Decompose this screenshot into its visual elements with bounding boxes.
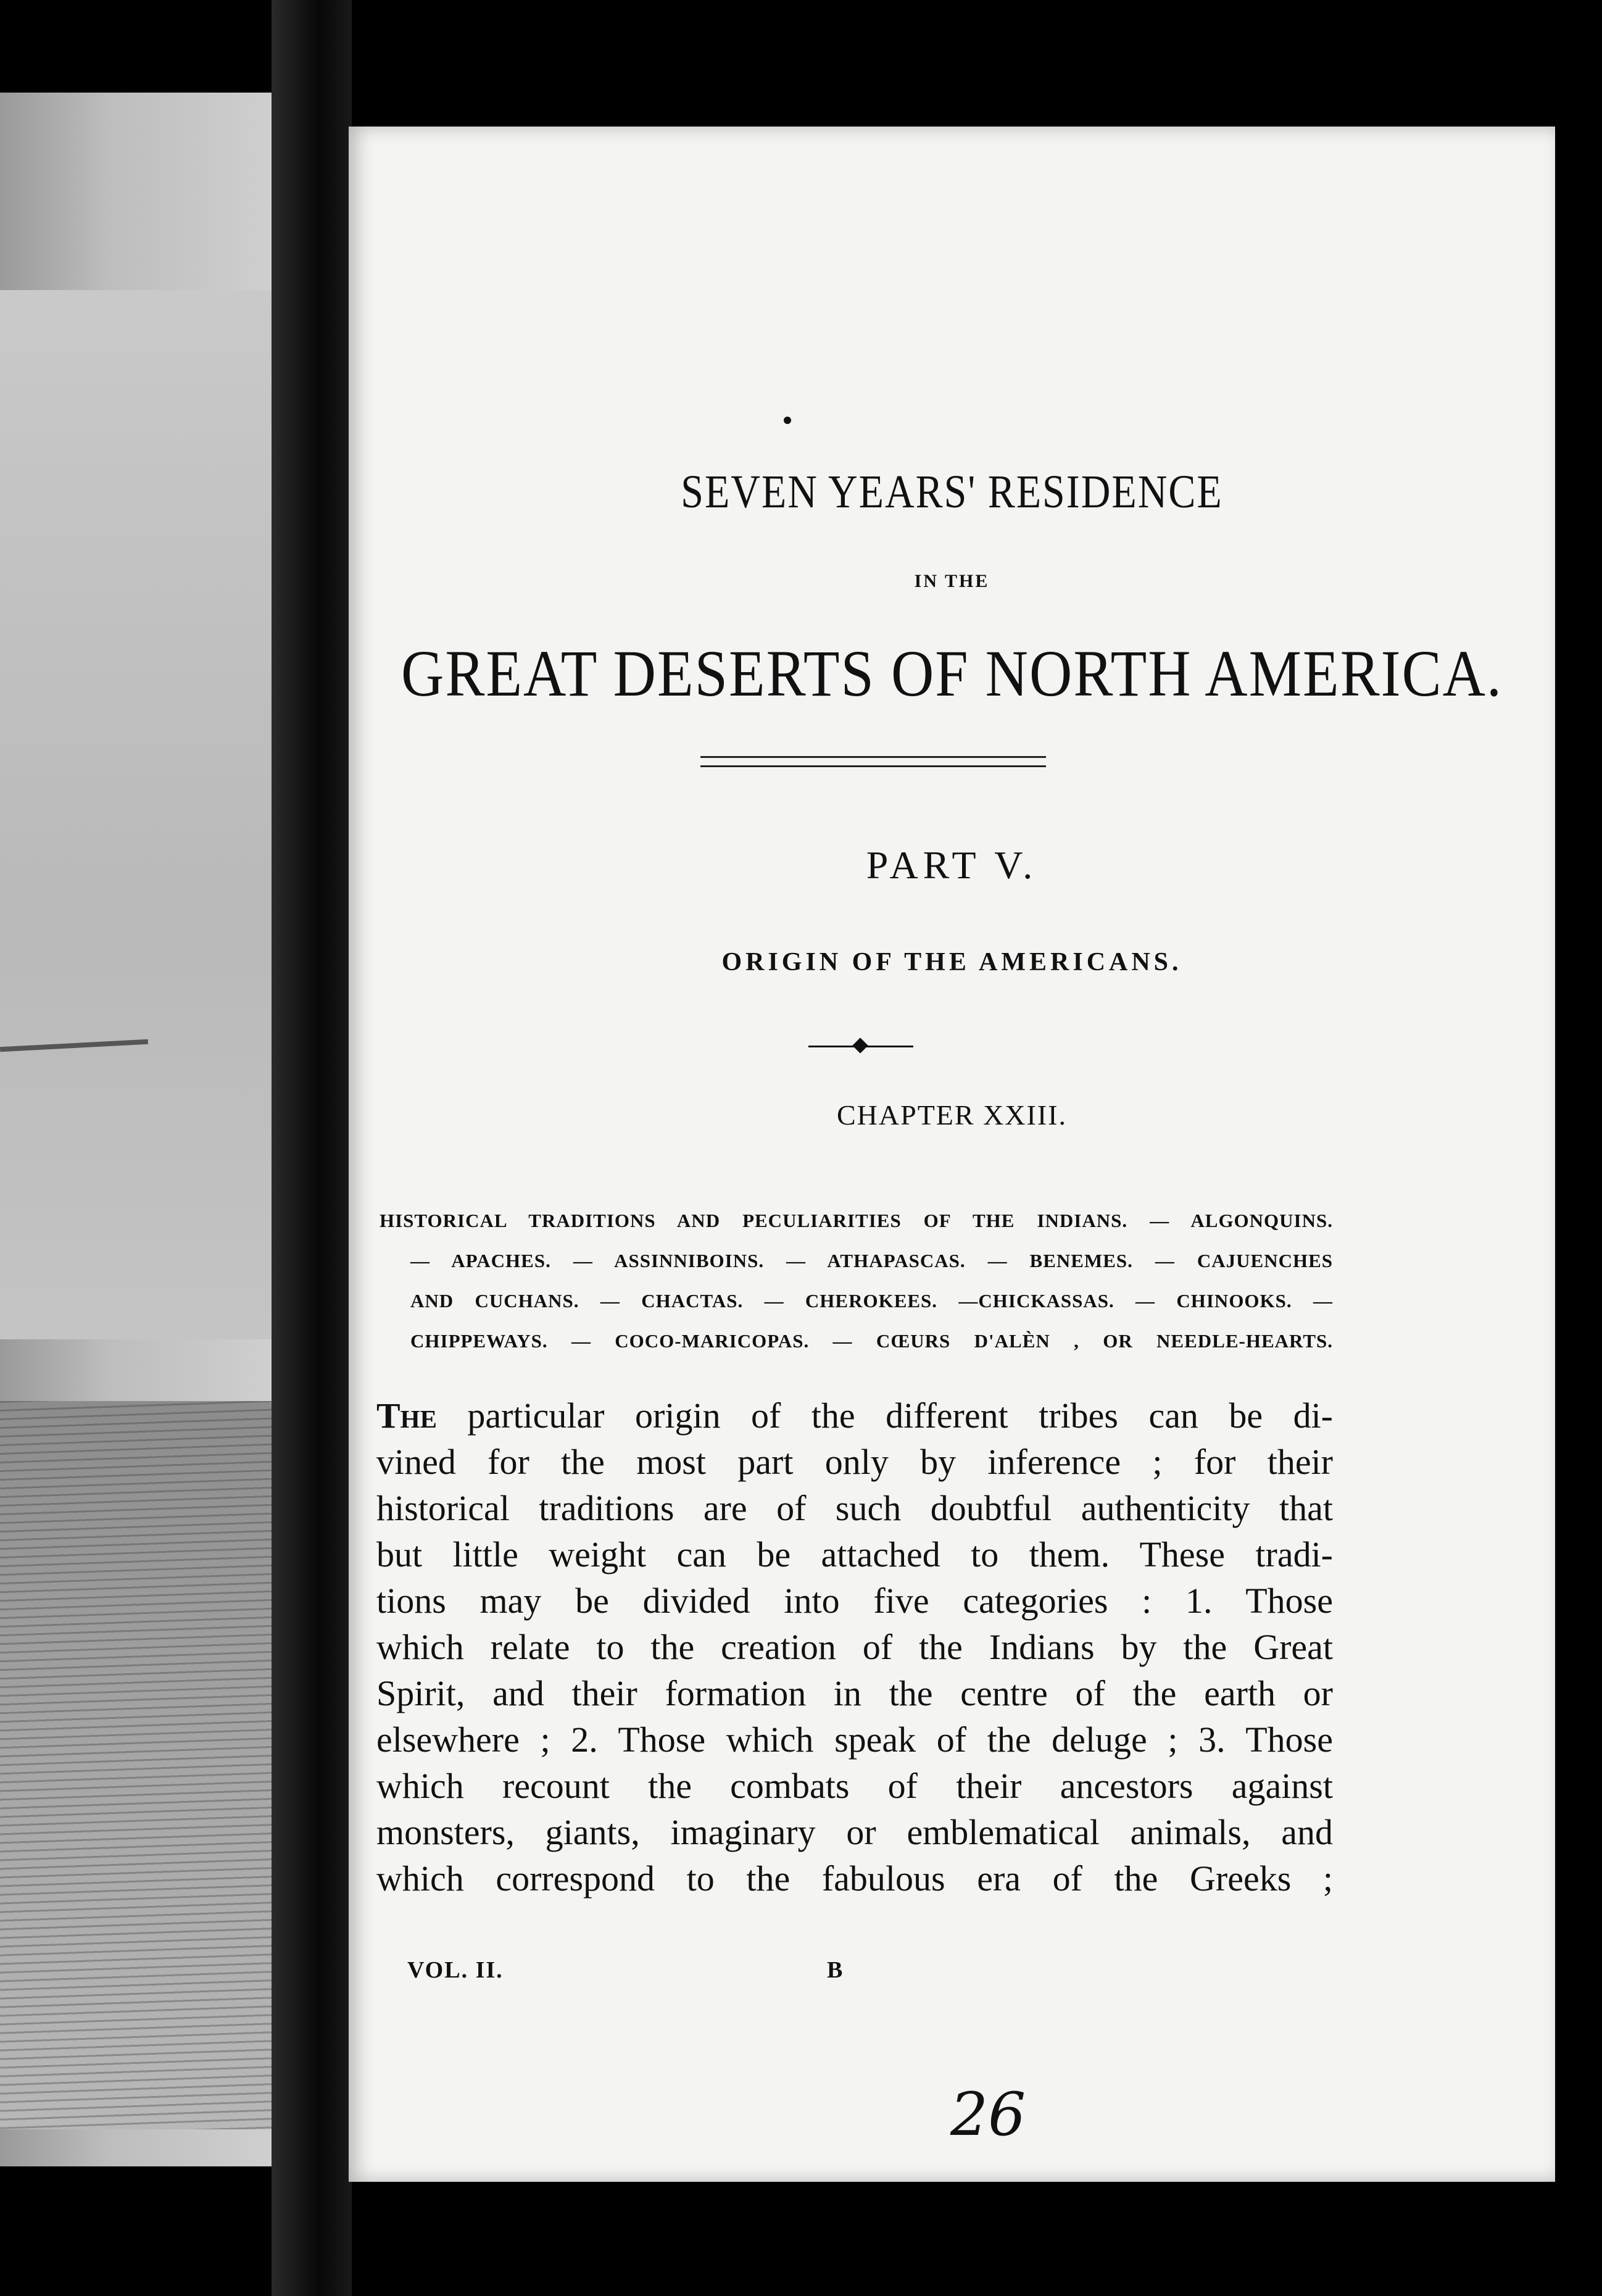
engraving-water [0, 1401, 272, 2129]
body-line-rest: particular origin of the different tribes can be di- [436, 1395, 1333, 1436]
body-text-line: but little weight can be attached to them. These tradi- [376, 1534, 1333, 1574]
body-text-line: which correspond to the fabulous era of the Greeks ; [376, 1858, 1333, 1899]
book-title-line-3: GREAT DESERTS OF NORTH AMERICA. [401, 636, 1503, 710]
body-text-line [376, 1395, 1333, 1436]
chapter-summary-line: — APACHES. — ASSINNIBOINS. — ATHAPASCAS. — BENEMES. — CAJUENCHES [410, 1250, 1333, 1271]
volume-signature: VOL. II. [407, 1957, 504, 1983]
chapter-summary-line: AND CUCHANS. — CHACTAS. — CHEROKEES. —CHICKASSAS. — CHINOOKS. — [410, 1290, 1333, 1312]
part-subtitle: ORIGIN OF THE AMERICANS. [721, 948, 1182, 976]
book-title-line-1: SEVEN YEARS' RESIDENCE [681, 466, 1223, 518]
drop-word: The [376, 1395, 437, 1436]
printer-dot [784, 417, 791, 424]
engraving-sky [0, 290, 272, 1339]
body-text-line: historical traditions are of such doubtful authenticity that [376, 1488, 1333, 1528]
part-heading: PART V. [866, 843, 1038, 887]
diamond-ornament-divider [808, 1037, 913, 1055]
book-gutter [272, 0, 352, 2296]
body-text-line: elsewhere ; 2. Those which speak of the deluge ; 3. Those [376, 1720, 1333, 1760]
signature-mark: B [827, 1957, 843, 1983]
body-text-line: vined for the most part only by inference ; for their [376, 1442, 1333, 1482]
book-title-line-2: IN THE [914, 571, 990, 591]
ornament-diamond-icon [852, 1038, 868, 1053]
chapter-summary-line: HISTORICAL TRADITIONS AND PECULIARITIES OF THE INDIANS. — ALGONQUINS. [380, 1210, 1333, 1231]
double-rule-divider [700, 756, 1046, 767]
chapter-summary-line: CHIPPEWAYS. — COCO-MARICOPAS. — CŒURS D'ALÈN , OR NEEDLE-HEARTS. [410, 1330, 1333, 1352]
body-text-line: Spirit, and their formation in the centre of the earth or [376, 1673, 1333, 1713]
body-text-line: tions may be divided into five categories : 1. Those [376, 1581, 1333, 1621]
body-text-line: which recount the combats of their ancestors against [376, 1766, 1333, 1806]
facing-page-engraving [0, 93, 272, 2166]
body-text-line: monsters, giants, imaginary or emblematical animals, and [376, 1812, 1333, 1852]
handwritten-page-number: 26 [950, 2080, 1026, 2149]
body-text-line: which relate to the creation of the Indians by the Great [376, 1627, 1333, 1667]
book-page [349, 127, 1555, 2182]
chapter-heading: CHAPTER XXIII. [837, 1099, 1067, 1131]
